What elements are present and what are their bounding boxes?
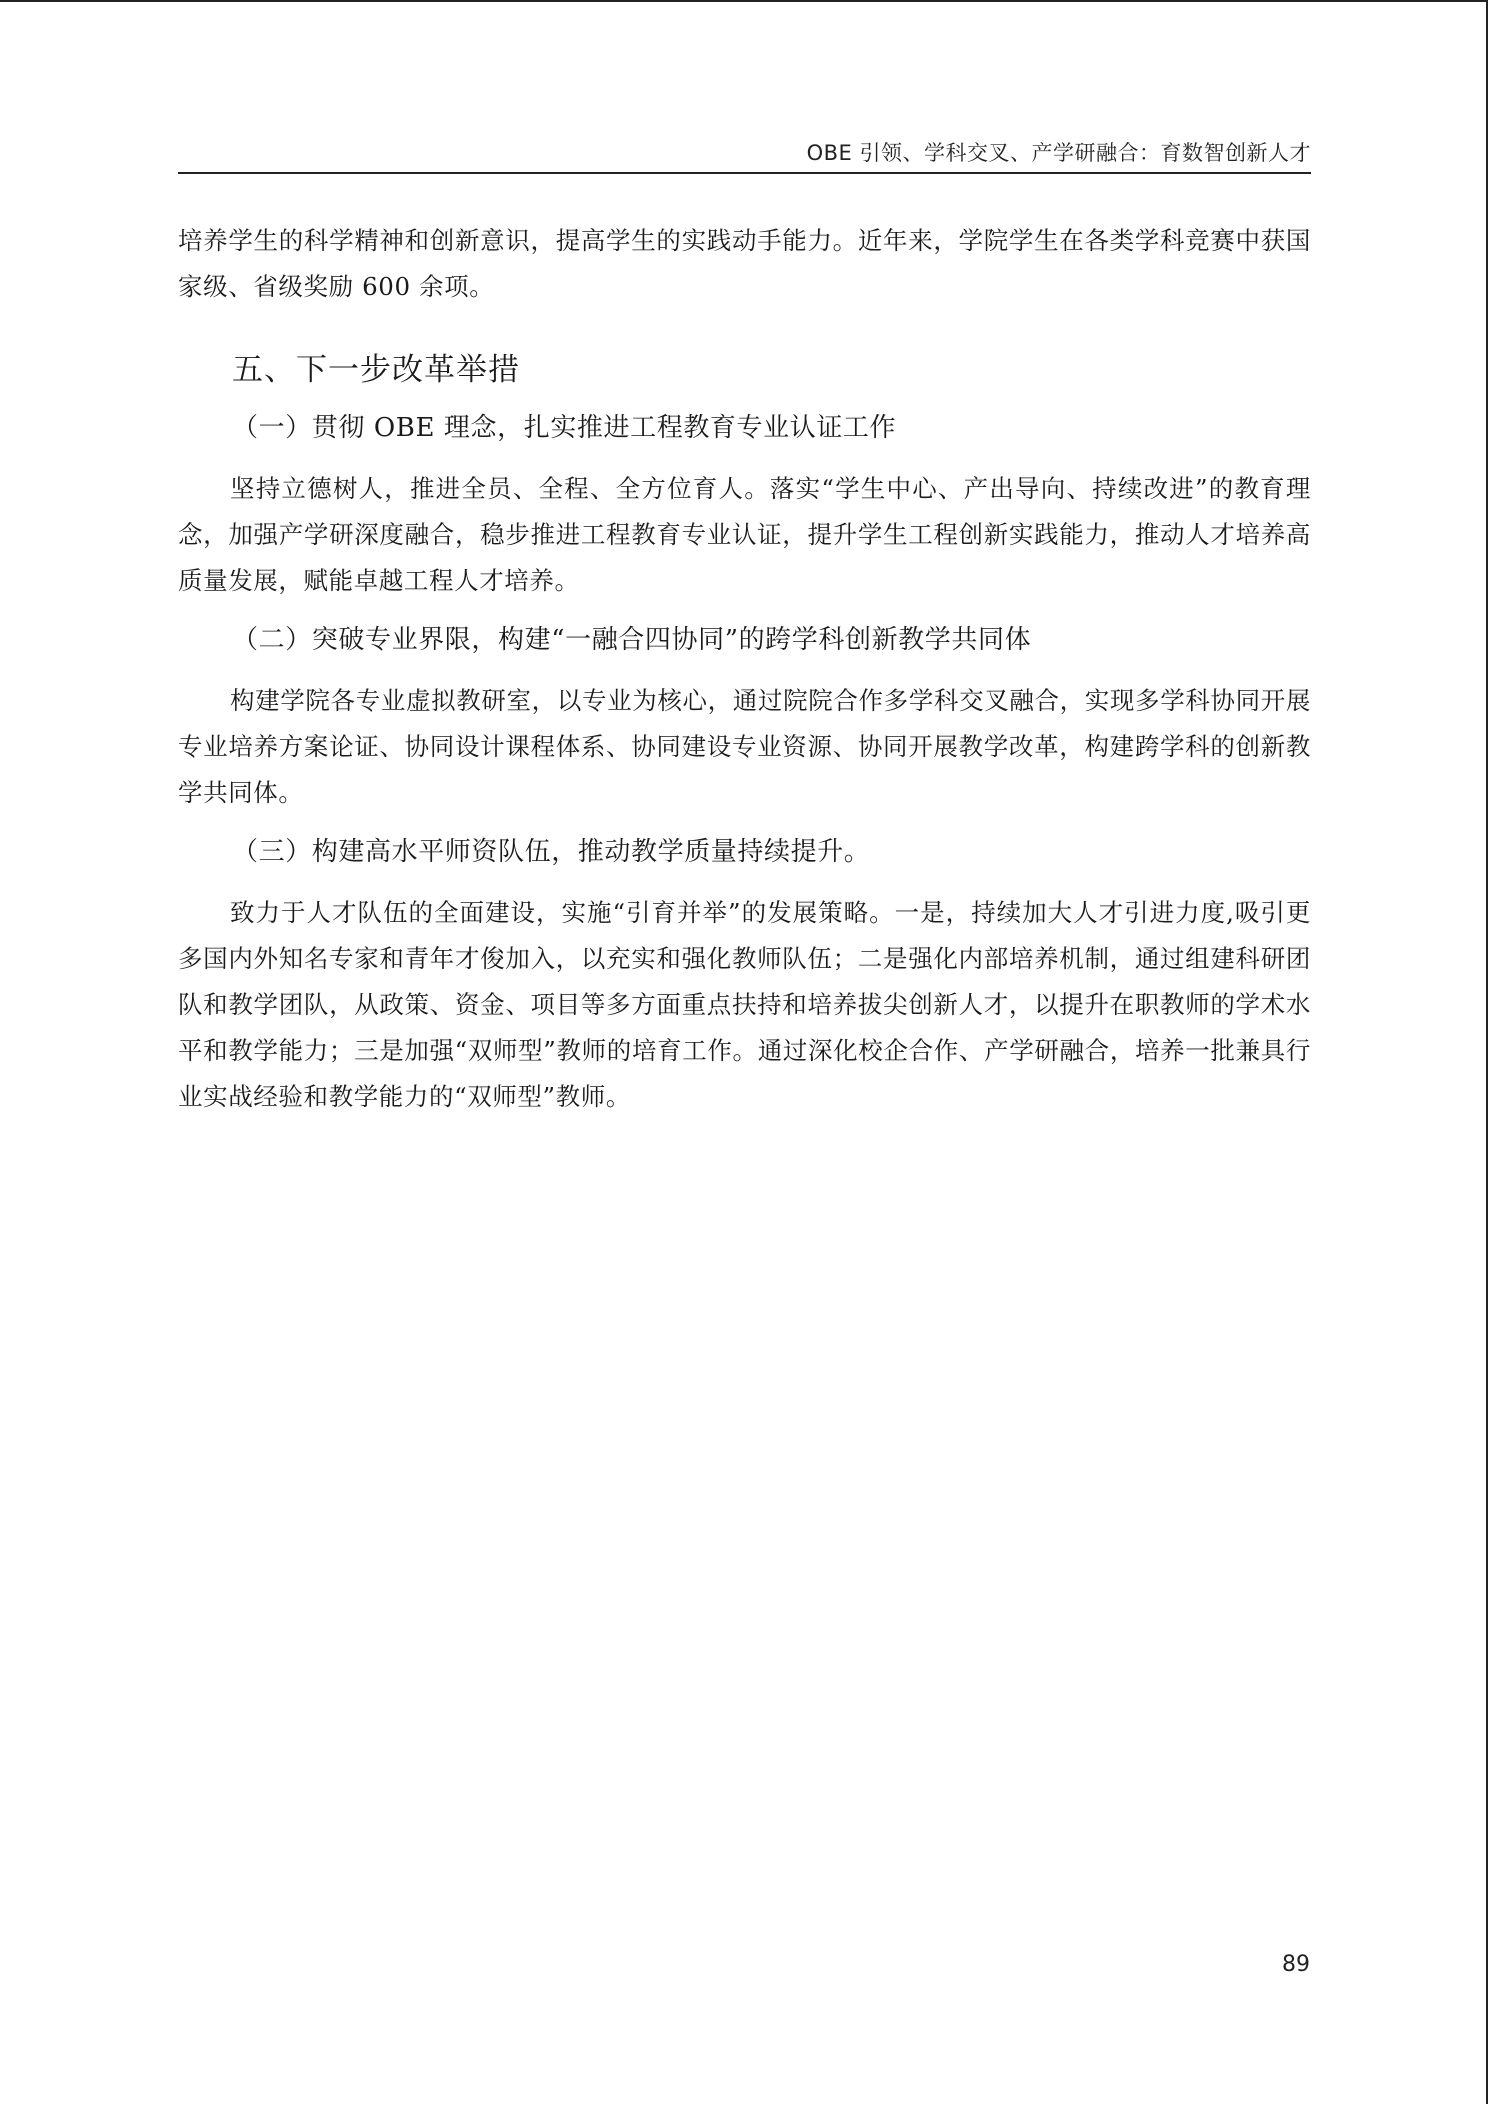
header-rule bbox=[178, 172, 1311, 174]
page-border-top bbox=[0, 0, 1488, 2]
subsection-heading-3: （三）构建高水平师资队伍，推动教学质量持续提升。 bbox=[232, 837, 871, 867]
continuation-paragraph: 培养学生的科学精神和创新意识，提高学生的实践动手能力。近年来，学院学生在各类学科竞赛中获国家级、省级奖励 600 余项。 bbox=[178, 226, 1311, 301]
subsection-heading-2: （二）突破专业界限，构建“一融合四协同”的跨学科创新教学共同体 bbox=[232, 625, 1032, 655]
section-heading: 五、下一步改革举措 bbox=[232, 352, 520, 388]
page-content bbox=[178, 218, 1311, 1120]
subsection-paragraph-1: 坚持立德树人，推进全员、全程、全方位育人。落实“学生中心、产出导向、持续改进”的教育理念，加强产学研深度融合，稳步推进工程教育专业认证，提升学生工程创新实践能力，推动人才培养高质量发展，赋能卓越工程人才培养。 bbox=[178, 474, 1311, 595]
running-header: OBE 引领、学科交叉、产学研融合：育数智创新人才 bbox=[806, 141, 1311, 165]
page-number: 89 bbox=[1282, 1952, 1310, 1977]
subsection-heading-1: （一）贯彻 OBE 理念，扎实推进工程教育专业认证工作 bbox=[232, 413, 897, 443]
subsection-paragraph-3: 致力于人才队伍的全面建设，实施“引育并举”的发展策略。一是，持续加大人才引进力度,吸引更多国内外知名专家和青年才俊加入，以充实和强化教师队伍；二是强化内部培养机制，通过组建科研团队和教学团队，从政策、资金、项目等多方面重点扶持和培养拔尖创新人才，以提升在职教师的学术水平和教学能力；三是加强“双师型”教师的培育工作。通过深化校企合作、产学研融合，培养一批兼具行业实战经验和教学能力的“双师型”教师。 bbox=[178, 898, 1311, 1111]
subsection-paragraph-2: 构建学院各专业虚拟教研室，以专业为核心，通过院院合作多学科交叉融合，实现多学科协同开展专业培养方案论证、协同设计课程体系、协同建设专业资源、协同开展教学改革，构建跨学科的创新教学共同体。 bbox=[178, 686, 1311, 807]
